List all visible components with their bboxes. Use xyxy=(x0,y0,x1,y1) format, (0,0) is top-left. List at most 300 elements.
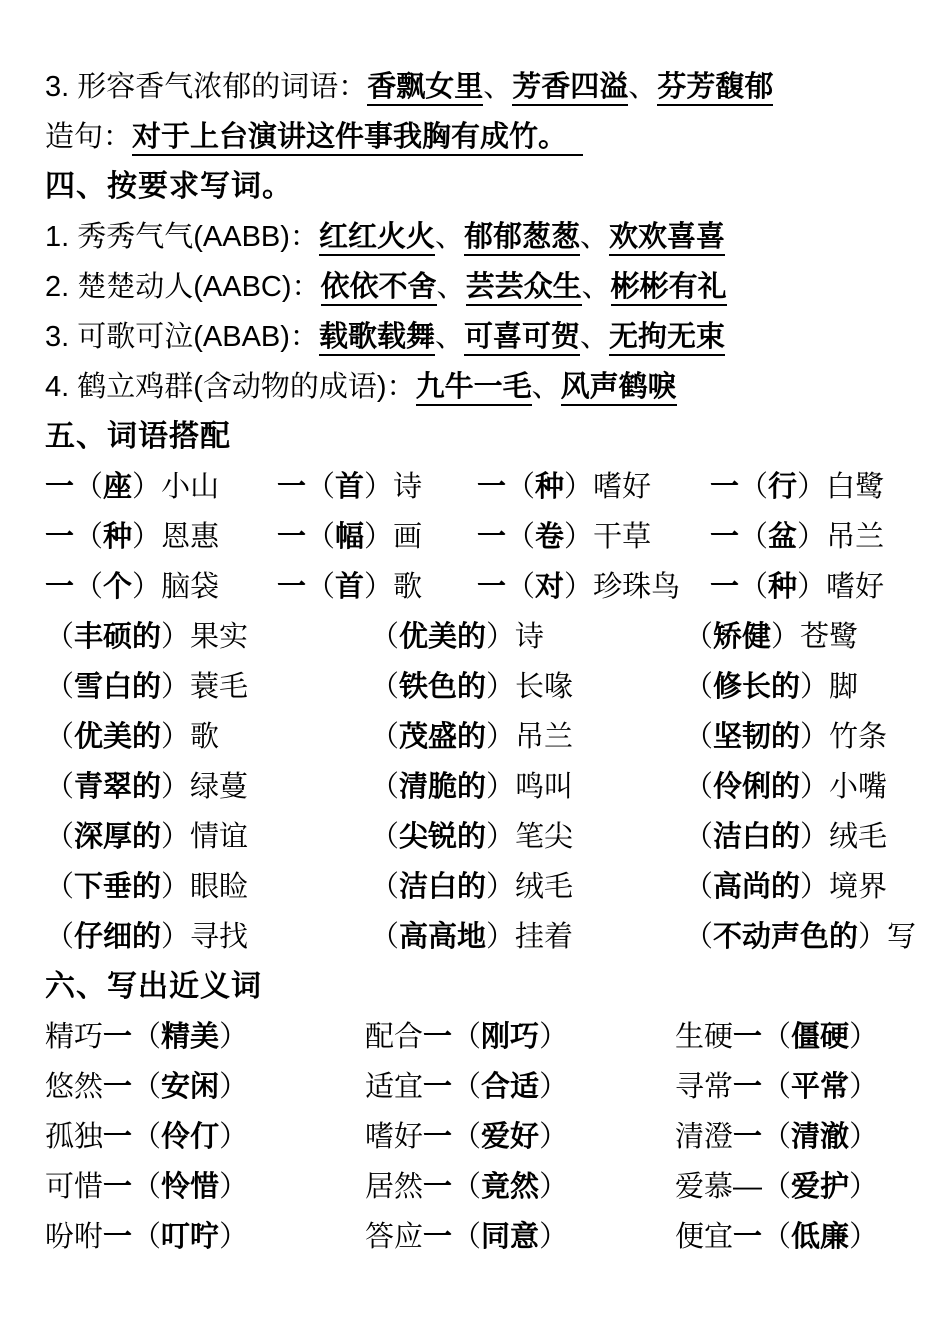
paren-close: ） xyxy=(858,921,888,953)
paren-open: （ xyxy=(739,471,769,503)
section4-item-1 xyxy=(45,212,910,262)
adjective-phrase xyxy=(684,812,910,862)
paren-close: ） xyxy=(219,1021,249,1053)
paren-close: ） xyxy=(486,771,516,803)
noun-text: 眼睑 xyxy=(190,871,249,903)
synonym-answer: 刚巧 xyxy=(481,1021,540,1053)
paren-open: （ xyxy=(452,1221,482,1253)
numeral-one: 一 xyxy=(45,571,75,603)
noun-text: 白鹭 xyxy=(826,471,885,503)
synonym-answer: 爱好 xyxy=(481,1121,540,1153)
measure-word: 种 xyxy=(103,521,133,553)
noun-text: 干草 xyxy=(593,521,652,553)
paren-open: （ xyxy=(132,1171,162,1203)
section-5-heading: 五、词语搭配 xyxy=(45,420,231,453)
adjective-text: 坚韧的 xyxy=(713,721,801,753)
paren-open: （ xyxy=(506,471,536,503)
dash: — xyxy=(733,1171,763,1203)
answer-blank: 九牛一毛 xyxy=(416,371,532,406)
synonym-row xyxy=(45,1112,910,1162)
synonym-pair xyxy=(45,1062,365,1112)
dash: 一 xyxy=(423,1071,453,1103)
synonym-pair xyxy=(365,1062,675,1112)
numeral-one: 一 xyxy=(710,571,740,603)
answer-blank: 芬芳馥郁 xyxy=(657,71,773,106)
paren-close: ） xyxy=(797,521,827,553)
paren-open: （ xyxy=(306,471,336,503)
noun-text: 长喙 xyxy=(515,671,574,703)
paren-open: （ xyxy=(684,821,714,853)
list-separator: 、 xyxy=(531,371,561,403)
paren-close: ） xyxy=(800,871,830,903)
answer-blank: 彬彬有礼 xyxy=(611,271,727,306)
measure-word: 座 xyxy=(103,471,133,503)
noun-text: 嗜好 xyxy=(593,471,652,503)
synonym-row xyxy=(45,1062,910,1112)
answer-blank: 风声鹤唳 xyxy=(561,371,677,406)
measure-word: 行 xyxy=(768,471,798,503)
paren-open: （ xyxy=(762,1071,792,1103)
synonym-pair xyxy=(675,1112,910,1162)
paren-close: ） xyxy=(486,721,516,753)
left-word: 配合 xyxy=(365,1021,424,1053)
adjective-text: 下垂的 xyxy=(74,871,162,903)
paren-close: ） xyxy=(486,871,516,903)
adjective-text: 铁色的 xyxy=(399,671,487,703)
paren-open: （ xyxy=(762,1021,792,1053)
paren-open: （ xyxy=(684,871,714,903)
noun-text: 歌 xyxy=(190,721,220,753)
noun-text: 果实 xyxy=(190,621,249,653)
noun-text: 鸣叫 xyxy=(515,771,574,803)
synonym-pair xyxy=(365,1112,675,1162)
measure-row xyxy=(45,512,910,562)
paren-open: （ xyxy=(452,1121,482,1153)
noun-text: 小山 xyxy=(161,471,220,503)
noun-text: 嗜好 xyxy=(826,571,885,603)
paren-open: （ xyxy=(684,921,714,953)
answer-blank: 红红火火 xyxy=(319,221,435,256)
adjective-text: 清脆的 xyxy=(399,771,487,803)
adjective-text: 仔细的 xyxy=(74,921,162,953)
measure-phrase xyxy=(710,562,910,612)
paren-open: （ xyxy=(762,1121,792,1153)
noun-text: 竹条 xyxy=(829,721,888,753)
adjective-text: 尖锐的 xyxy=(399,821,487,853)
measure-word: 个 xyxy=(103,571,133,603)
measure-word: 幅 xyxy=(335,521,365,553)
noun-text: 情谊 xyxy=(190,821,249,853)
paren-close: ） xyxy=(800,821,830,853)
measure-phrase xyxy=(710,512,910,562)
paren-close: ） xyxy=(161,621,191,653)
synonym-row xyxy=(45,1012,910,1062)
list-separator: 、 xyxy=(483,71,513,103)
dash: 一 xyxy=(103,1171,133,1203)
synonym-answer: 清澈 xyxy=(791,1121,850,1153)
answer-blank: 芳香四溢 xyxy=(512,71,628,106)
dash: 一 xyxy=(733,1221,763,1253)
question-prompt: 1. 秀秀气气(AABB)： xyxy=(45,221,319,253)
synonym-pair xyxy=(45,1212,365,1262)
noun-text: 诗 xyxy=(393,471,423,503)
adjective-text: 矫健 xyxy=(713,621,772,653)
noun-text: 珍珠鸟 xyxy=(593,571,681,603)
noun-text: 吊兰 xyxy=(826,521,885,553)
paren-open: （ xyxy=(452,1071,482,1103)
paren-open: （ xyxy=(370,821,400,853)
section4-item-4 xyxy=(45,362,910,412)
section4-item-2 xyxy=(45,262,910,312)
paren-close: ） xyxy=(797,571,827,603)
noun-text: 脚 xyxy=(829,671,859,703)
numeral-one: 一 xyxy=(477,471,507,503)
noun-text: 歌 xyxy=(393,571,423,603)
noun-text: 笔尖 xyxy=(515,821,574,853)
paren-close: ） xyxy=(486,671,516,703)
adjective-row xyxy=(45,912,917,962)
adjective-phrase xyxy=(370,812,684,862)
measure-word: 种 xyxy=(535,471,565,503)
noun-text: 诗 xyxy=(515,621,545,653)
numeral-one: 一 xyxy=(277,471,307,503)
paren-open: （ xyxy=(45,821,75,853)
synonym-answer: 伶仃 xyxy=(161,1121,220,1153)
paren-open: （ xyxy=(74,571,104,603)
adjective-phrase xyxy=(370,612,684,662)
measure-phrase xyxy=(45,562,277,612)
paren-open: （ xyxy=(45,621,75,653)
adjective-phrase xyxy=(370,662,684,712)
paren-close: ） xyxy=(771,621,801,653)
paren-open: （ xyxy=(370,921,400,953)
adjective-row xyxy=(45,712,910,762)
paren-close: ） xyxy=(219,1171,249,1203)
adjective-text: 洁白的 xyxy=(399,871,487,903)
list-separator: 、 xyxy=(579,221,609,253)
paren-close: ） xyxy=(849,1121,879,1153)
measure-phrase xyxy=(277,562,477,612)
adjective-phrase xyxy=(45,812,370,862)
measure-word: 种 xyxy=(768,571,798,603)
measure-word: 卷 xyxy=(535,521,565,553)
paren-close: ） xyxy=(132,571,162,603)
noun-text: 恩惠 xyxy=(161,521,220,553)
paren-close: ） xyxy=(364,521,394,553)
numeral-one: 一 xyxy=(710,521,740,553)
synonym-answer: 爱护 xyxy=(791,1171,850,1203)
paren-close: ） xyxy=(132,521,162,553)
dash: 一 xyxy=(423,1121,453,1153)
adjective-row xyxy=(45,662,910,712)
noun-text: 绒毛 xyxy=(515,871,574,903)
noun-text: 写 xyxy=(887,921,917,953)
synonym-pair xyxy=(675,1062,910,1112)
numeral-one: 一 xyxy=(277,521,307,553)
answer-blank: 芸芸众生 xyxy=(466,271,582,306)
adjective-phrase xyxy=(45,712,370,762)
dash: 一 xyxy=(103,1021,133,1053)
answer-blank: 可喜可贺 xyxy=(464,321,580,356)
adjective-row xyxy=(45,862,910,912)
answer-blank: 依依不舍 xyxy=(321,271,437,306)
synonym-row xyxy=(45,1212,910,1262)
adjective-text: 优美的 xyxy=(399,621,487,653)
measure-word: 首 xyxy=(335,471,365,503)
synonym-answer: 安闲 xyxy=(161,1071,220,1103)
measure-phrase xyxy=(477,512,710,562)
dash: 一 xyxy=(423,1171,453,1203)
paren-close: ） xyxy=(800,671,830,703)
paren-open: （ xyxy=(306,571,336,603)
adjective-text: 洁白的 xyxy=(713,821,801,853)
paren-close: ） xyxy=(219,1071,249,1103)
left-word: 居然 xyxy=(365,1171,424,1203)
paren-open: （ xyxy=(452,1171,482,1203)
noun-text: 蓑毛 xyxy=(190,671,249,703)
measure-phrase xyxy=(277,462,477,512)
adjective-text: 不动声色的 xyxy=(713,921,859,953)
list-separator: 、 xyxy=(581,271,611,303)
numeral-one: 一 xyxy=(45,471,75,503)
adjective-phrase xyxy=(370,862,684,912)
paren-open: （ xyxy=(370,721,400,753)
synonym-answer: 精美 xyxy=(161,1021,220,1053)
paren-open: （ xyxy=(739,571,769,603)
answer-blank: 欢欢喜喜 xyxy=(609,221,725,256)
paren-open: （ xyxy=(684,621,714,653)
synonym-pair xyxy=(365,1212,675,1262)
adjective-text: 丰硕的 xyxy=(74,621,162,653)
paren-open: （ xyxy=(45,871,75,903)
synonym-pair xyxy=(675,1162,910,1212)
paren-close: ） xyxy=(539,1021,569,1053)
paren-open: （ xyxy=(370,621,400,653)
adjective-phrase xyxy=(370,912,684,962)
answer-blank: 香飘女里 xyxy=(367,71,483,106)
adjective-phrase xyxy=(45,612,370,662)
adjective-phrase xyxy=(45,662,370,712)
adjective-row xyxy=(45,612,910,662)
paren-open: （ xyxy=(45,771,75,803)
left-word: 生硬 xyxy=(675,1021,734,1053)
noun-text: 绿蔓 xyxy=(190,771,249,803)
adjective-text: 深厚的 xyxy=(74,821,162,853)
left-word: 爱慕 xyxy=(675,1171,734,1203)
paren-close: ） xyxy=(849,1071,879,1103)
question-prompt: 3. 可歌可泣(ABAB)： xyxy=(45,321,319,353)
paren-close: ） xyxy=(539,1121,569,1153)
synonym-pair xyxy=(365,1012,675,1062)
adjective-phrase xyxy=(45,862,370,912)
dash: 一 xyxy=(733,1121,763,1153)
left-word: 嗜好 xyxy=(365,1121,424,1153)
answer-blank: 无拘无束 xyxy=(609,321,725,356)
noun-text: 画 xyxy=(393,521,423,553)
question-prompt: 3. 形容香气浓郁的词语： xyxy=(45,71,368,103)
synonym-answer: 合适 xyxy=(481,1071,540,1103)
synonym-pair xyxy=(365,1162,675,1212)
measure-word: 盆 xyxy=(768,521,798,553)
adjective-phrase xyxy=(45,762,370,812)
dash: 一 xyxy=(733,1071,763,1103)
adjective-phrase xyxy=(684,912,916,962)
paren-close: ） xyxy=(539,1171,569,1203)
adjective-row xyxy=(45,812,910,862)
measure-phrase xyxy=(477,462,710,512)
paren-close: ） xyxy=(539,1221,569,1253)
left-word: 便宜 xyxy=(675,1221,734,1253)
synonym-row xyxy=(45,1162,910,1212)
paren-close: ） xyxy=(564,571,594,603)
measure-phrase xyxy=(45,512,277,562)
paren-open: （ xyxy=(506,521,536,553)
noun-text: 挂着 xyxy=(515,921,574,953)
list-separator: 、 xyxy=(434,221,464,253)
left-word: 孤独 xyxy=(45,1121,104,1153)
sentence-line xyxy=(45,112,910,162)
dash: 一 xyxy=(103,1071,133,1103)
adjective-row xyxy=(45,762,910,812)
synonym-pair xyxy=(45,1012,365,1062)
synonym-answer: 同意 xyxy=(481,1221,540,1253)
adjective-text: 雪白的 xyxy=(74,671,162,703)
measure-phrase xyxy=(45,462,277,512)
synonym-answer: 竟然 xyxy=(481,1171,540,1203)
list-separator: 、 xyxy=(436,271,466,303)
question-prompt: 4. 鹤立鸡群(含动物的成语)： xyxy=(45,371,416,403)
noun-text: 小嘴 xyxy=(829,771,888,803)
left-word: 答应 xyxy=(365,1221,424,1253)
left-word: 悠然 xyxy=(45,1071,104,1103)
paren-close: ） xyxy=(800,721,830,753)
list-separator: 、 xyxy=(579,321,609,353)
paren-close: ） xyxy=(364,471,394,503)
paren-close: ） xyxy=(797,471,827,503)
synonym-pair xyxy=(45,1112,365,1162)
adjective-phrase xyxy=(684,862,910,912)
paren-close: ） xyxy=(486,821,516,853)
paren-close: ） xyxy=(161,821,191,853)
synonym-pair xyxy=(675,1012,910,1062)
measure-phrase xyxy=(710,462,910,512)
noun-text: 脑袋 xyxy=(161,571,220,603)
adjective-text: 青翠的 xyxy=(74,771,162,803)
paren-open: （ xyxy=(74,471,104,503)
paren-open: （ xyxy=(452,1021,482,1053)
adjective-phrase xyxy=(684,662,910,712)
paren-open: （ xyxy=(132,1021,162,1053)
paren-open: （ xyxy=(74,521,104,553)
paren-close: ） xyxy=(486,621,516,653)
noun-text: 寻找 xyxy=(190,921,249,953)
paren-close: ） xyxy=(132,471,162,503)
answer-blank: 郁郁葱葱 xyxy=(464,221,580,256)
paren-close: ） xyxy=(219,1221,249,1253)
synonym-answer: 平常 xyxy=(791,1071,850,1103)
paren-close: ） xyxy=(161,921,191,953)
synonym-answer: 低廉 xyxy=(791,1221,850,1253)
measure-phrase xyxy=(277,512,477,562)
noun-text: 绒毛 xyxy=(829,821,888,853)
adjective-text: 茂盛的 xyxy=(399,721,487,753)
paren-close: ） xyxy=(486,921,516,953)
numeral-one: 一 xyxy=(45,521,75,553)
adjective-text: 优美的 xyxy=(74,721,162,753)
section-4-heading: 四、按要求写词。 xyxy=(45,170,293,203)
adjective-text: 高尚的 xyxy=(713,871,801,903)
paren-close: ） xyxy=(219,1121,249,1153)
paren-open: （ xyxy=(762,1221,792,1253)
paren-open: （ xyxy=(45,721,75,753)
paren-open: （ xyxy=(762,1171,792,1203)
paren-close: ） xyxy=(564,521,594,553)
adjective-text: 伶俐的 xyxy=(713,771,801,803)
adjective-phrase xyxy=(684,762,910,812)
dash: 一 xyxy=(733,1021,763,1053)
synonym-answer: 叮咛 xyxy=(161,1221,220,1253)
dash: 一 xyxy=(423,1021,453,1053)
synonym-pair xyxy=(45,1162,365,1212)
question-line-3 xyxy=(45,62,910,112)
adjective-text: 修长的 xyxy=(713,671,801,703)
dash: 一 xyxy=(423,1221,453,1253)
measure-word: 首 xyxy=(335,571,365,603)
adjective-text: 高高地 xyxy=(399,921,487,953)
paren-open: （ xyxy=(306,521,336,553)
paren-close: ） xyxy=(161,771,191,803)
paren-open: （ xyxy=(739,521,769,553)
measure-word: 对 xyxy=(535,571,565,603)
dash: 一 xyxy=(103,1221,133,1253)
adjective-phrase xyxy=(370,712,684,762)
numeral-one: 一 xyxy=(477,571,507,603)
paren-open: （ xyxy=(370,771,400,803)
paren-open: （ xyxy=(45,671,75,703)
paren-close: ） xyxy=(800,771,830,803)
adjective-phrase xyxy=(684,712,910,762)
list-separator: 、 xyxy=(628,71,658,103)
measure-row xyxy=(45,562,910,612)
paren-open: （ xyxy=(45,921,75,953)
adjective-phrase xyxy=(684,612,910,662)
paren-open: （ xyxy=(370,871,400,903)
paren-open: （ xyxy=(132,1121,162,1153)
sentence-answer: 对于上台演讲这件事我胸有成竹。 xyxy=(132,121,583,156)
sentence-label: 造句： xyxy=(45,121,133,153)
paren-open: （ xyxy=(684,671,714,703)
synonym-answer: 怜惜 xyxy=(161,1171,220,1203)
dash: 一 xyxy=(103,1121,133,1153)
left-word: 清澄 xyxy=(675,1121,734,1153)
section4-item-3 xyxy=(45,312,910,362)
paren-close: ） xyxy=(161,671,191,703)
list-separator: 、 xyxy=(434,321,464,353)
noun-text: 境界 xyxy=(829,871,888,903)
paren-close: ） xyxy=(849,1221,879,1253)
numeral-one: 一 xyxy=(710,471,740,503)
paren-open: （ xyxy=(370,671,400,703)
paren-close: ） xyxy=(161,721,191,753)
paren-close: ） xyxy=(849,1171,879,1203)
paren-close: ） xyxy=(364,571,394,603)
numeral-one: 一 xyxy=(277,571,307,603)
paren-open: （ xyxy=(684,721,714,753)
numeral-one: 一 xyxy=(477,521,507,553)
measure-phrase xyxy=(477,562,710,612)
paren-open: （ xyxy=(684,771,714,803)
section-6-heading: 六、写出近义词 xyxy=(45,970,262,1003)
